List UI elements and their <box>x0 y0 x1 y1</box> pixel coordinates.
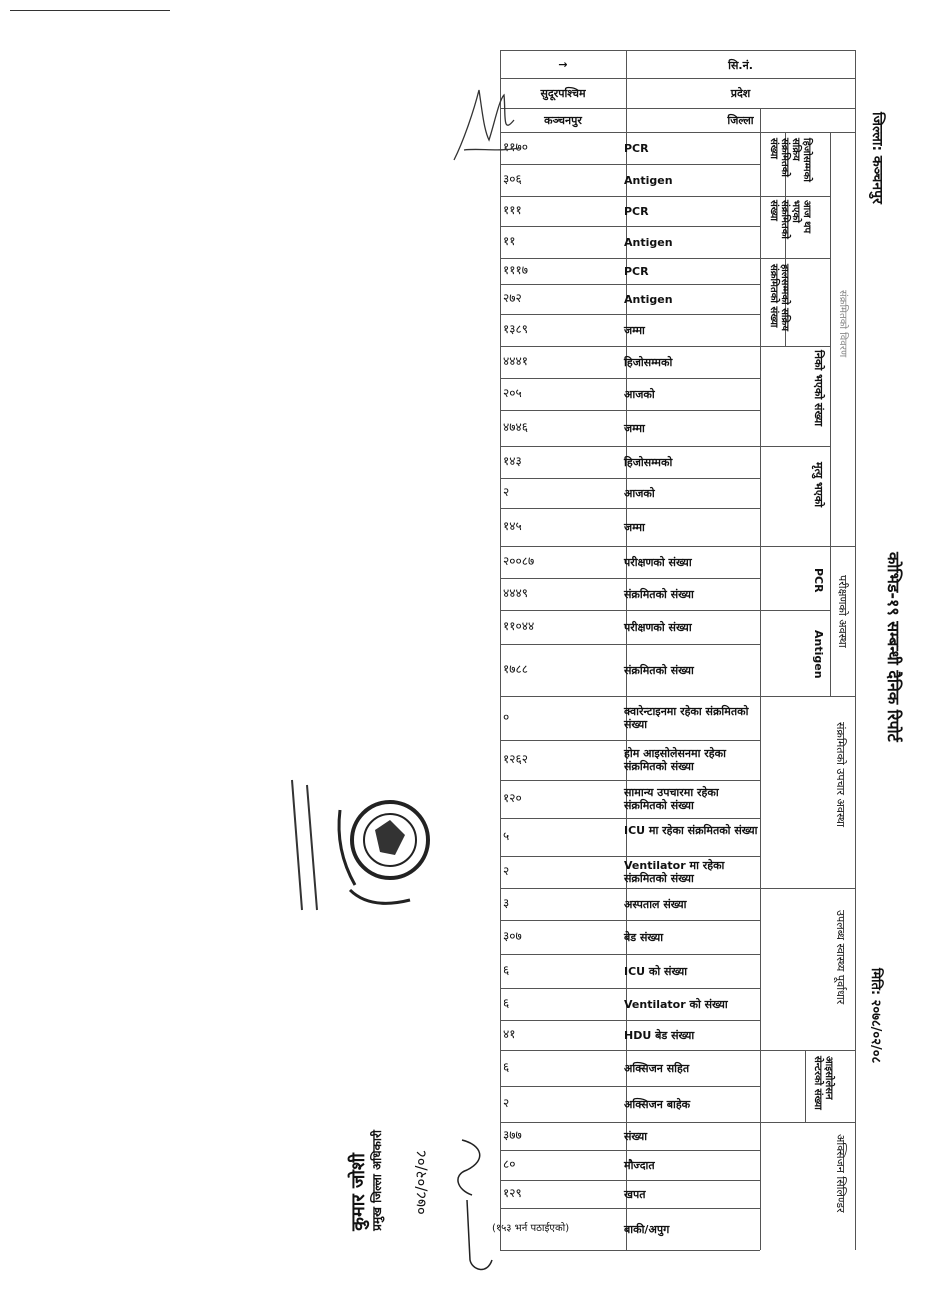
row-value: ३०६ <box>503 172 522 186</box>
row-label: अस्पताल संख्या <box>624 897 687 911</box>
district-value: कञ्चनपुर <box>544 114 582 127</box>
group-isolation-center: आइसोलेसन सेन्टरको संख्या <box>812 1056 834 1110</box>
row-label: PCR <box>624 204 649 218</box>
province-value: सुदूरपश्चिम <box>540 87 586 100</box>
signature-block <box>350 1130 386 1231</box>
group-active-till-yesterday: हिजोसम्मको सक्रिय संक्रमितको संख्या <box>768 138 812 182</box>
row-value: २ <box>503 485 510 499</box>
group-pcr: PCR <box>812 568 825 593</box>
row-value: १११ <box>503 203 522 217</box>
row-value: ११०४४ <box>503 619 535 633</box>
signer-name: कुमार जोशी <box>348 1153 369 1231</box>
row-value: २ <box>503 1096 510 1110</box>
row-label: अक्सिजन बाहेक <box>624 1097 691 1111</box>
row-label: हिजोसम्मको <box>624 355 673 369</box>
group-oxygen-cylinder: अक्सिजन सिलिण्डर <box>834 1134 847 1213</box>
row-value: ३७७ <box>503 1128 522 1142</box>
row-label: Ventilator को संख्या <box>624 997 728 1011</box>
row-value: ४१ <box>503 1027 516 1041</box>
row-value: ६ <box>503 1060 510 1074</box>
row-value: ११ <box>503 234 516 248</box>
report-date: मिति: २०७८/०२/०८ <box>868 968 883 1064</box>
signature-scribble-bottom <box>432 1130 502 1280</box>
province-label: प्रदेश <box>730 87 751 100</box>
row-value: १७८८ <box>503 662 528 676</box>
row-label: ICU को संख्या <box>624 964 688 978</box>
signer-role: प्रमुख जिल्ला अधिकारी <box>370 1130 384 1231</box>
serial-label: सि.नं. <box>728 59 753 72</box>
stamp-text-marks <box>282 770 342 920</box>
row-label: आजको <box>624 486 655 500</box>
row-value: ४४४१ <box>503 354 528 368</box>
row-label: क्वारेन्टाइनमा रहेका संक्रमितको संख्या <box>624 705 749 731</box>
row-label: संक्रमितको संख्या <box>624 663 694 677</box>
row-label: जम्मा <box>624 520 645 534</box>
official-seal <box>330 790 440 920</box>
district-heading: जिल्ला: कञ्चनपुर <box>869 112 885 204</box>
group-antigen: Antigen <box>812 630 825 679</box>
row-label: संक्रमितको संख्या <box>624 587 694 601</box>
row-label: हिजोसम्मको <box>624 455 673 469</box>
row-label: आजको <box>624 387 655 401</box>
row-label: Antigen <box>624 235 673 249</box>
row-value: (१५३ भर्न पठाईएको) <box>492 1223 570 1234</box>
signature-scribble-top <box>444 80 524 170</box>
row-label: अक्सिजन सहित <box>624 1061 690 1075</box>
row-label: PCR <box>624 141 649 155</box>
group-added-today: आज थप भएको संक्रमितको संख्या <box>768 200 812 239</box>
row-label: ICU मा रहेका संक्रमितको संख्या <box>624 824 758 837</box>
row-value: १२० <box>503 791 522 805</box>
district-label-cell: जिल्ला <box>727 114 754 127</box>
row-label: Ventilator मा रहेका संक्रमितको संख्या <box>624 859 725 885</box>
group-facilities: उपलब्ध स्वास्थ्य पूर्वाधार <box>834 910 847 1005</box>
row-value: ४४४९ <box>503 586 528 600</box>
row-value: १४३ <box>503 454 522 468</box>
serial-value: → <box>558 58 568 71</box>
row-label: जम्मा <box>624 421 645 435</box>
row-value: १११७ <box>503 263 528 277</box>
group-treatment-status: संक्रमितको उपचार अवस्था <box>834 722 847 827</box>
row-label: संख्या <box>624 1129 648 1143</box>
group-deaths: मृत्यु भएको <box>812 462 825 508</box>
group-test-status: परीक्षणको अवस्था <box>836 575 849 648</box>
row-value: २००८७ <box>503 554 535 568</box>
row-label: HDU बेड संख्या <box>624 1028 695 1042</box>
row-label: होम आइसोलेसनमा रहेका संक्रमितको संख्या <box>624 747 726 773</box>
row-value: २७२ <box>503 291 522 305</box>
row-value: ८० <box>503 1157 516 1171</box>
group-recovered: निको भएको संख्या <box>812 350 825 427</box>
row-value: २०५ <box>503 386 522 400</box>
row-label: Antigen <box>624 173 673 187</box>
row-label: बेड संख्या <box>624 930 664 944</box>
row-label: जम्मा <box>624 323 645 337</box>
row-value: ३०७ <box>503 929 522 943</box>
row-value: ५ <box>503 829 510 843</box>
signature-date: ०७८/०२/०८ <box>412 1150 430 1215</box>
row-value: १३८९ <box>503 322 528 336</box>
row-value: १४५ <box>503 519 522 533</box>
row-value: ६ <box>503 996 510 1010</box>
row-value: ४७४६ <box>503 420 528 434</box>
row-label: खपत <box>624 1187 646 1201</box>
row-value: २ <box>503 864 510 878</box>
row-label: Antigen <box>624 292 673 306</box>
row-value: ६ <box>503 963 510 977</box>
row-label: मौज्दात <box>624 1158 655 1172</box>
report-title: कोभिड-१९ सम्बन्धी दैनिक रिपोर्ट <box>884 552 903 742</box>
row-value: ११७० <box>503 140 528 154</box>
row-value: १२९ <box>503 1186 522 1200</box>
row-value: ० <box>503 710 510 724</box>
group-infected-status: संक्रमितको विवरण <box>837 290 848 358</box>
group-active-till-today: हालसम्मको सक्रिय संक्रमितको संख्या <box>768 264 790 331</box>
row-label: सामान्य उपचारमा रहेका संक्रमितको संख्या <box>624 786 719 812</box>
row-label: PCR <box>624 264 649 278</box>
row-label: परीक्षणको संख्या <box>624 555 692 569</box>
row-label: परीक्षणको संख्या <box>624 620 692 634</box>
row-label: बाकी/अपुग <box>624 1222 670 1236</box>
row-value: १२६२ <box>503 752 528 766</box>
row-value: ३ <box>503 896 510 910</box>
